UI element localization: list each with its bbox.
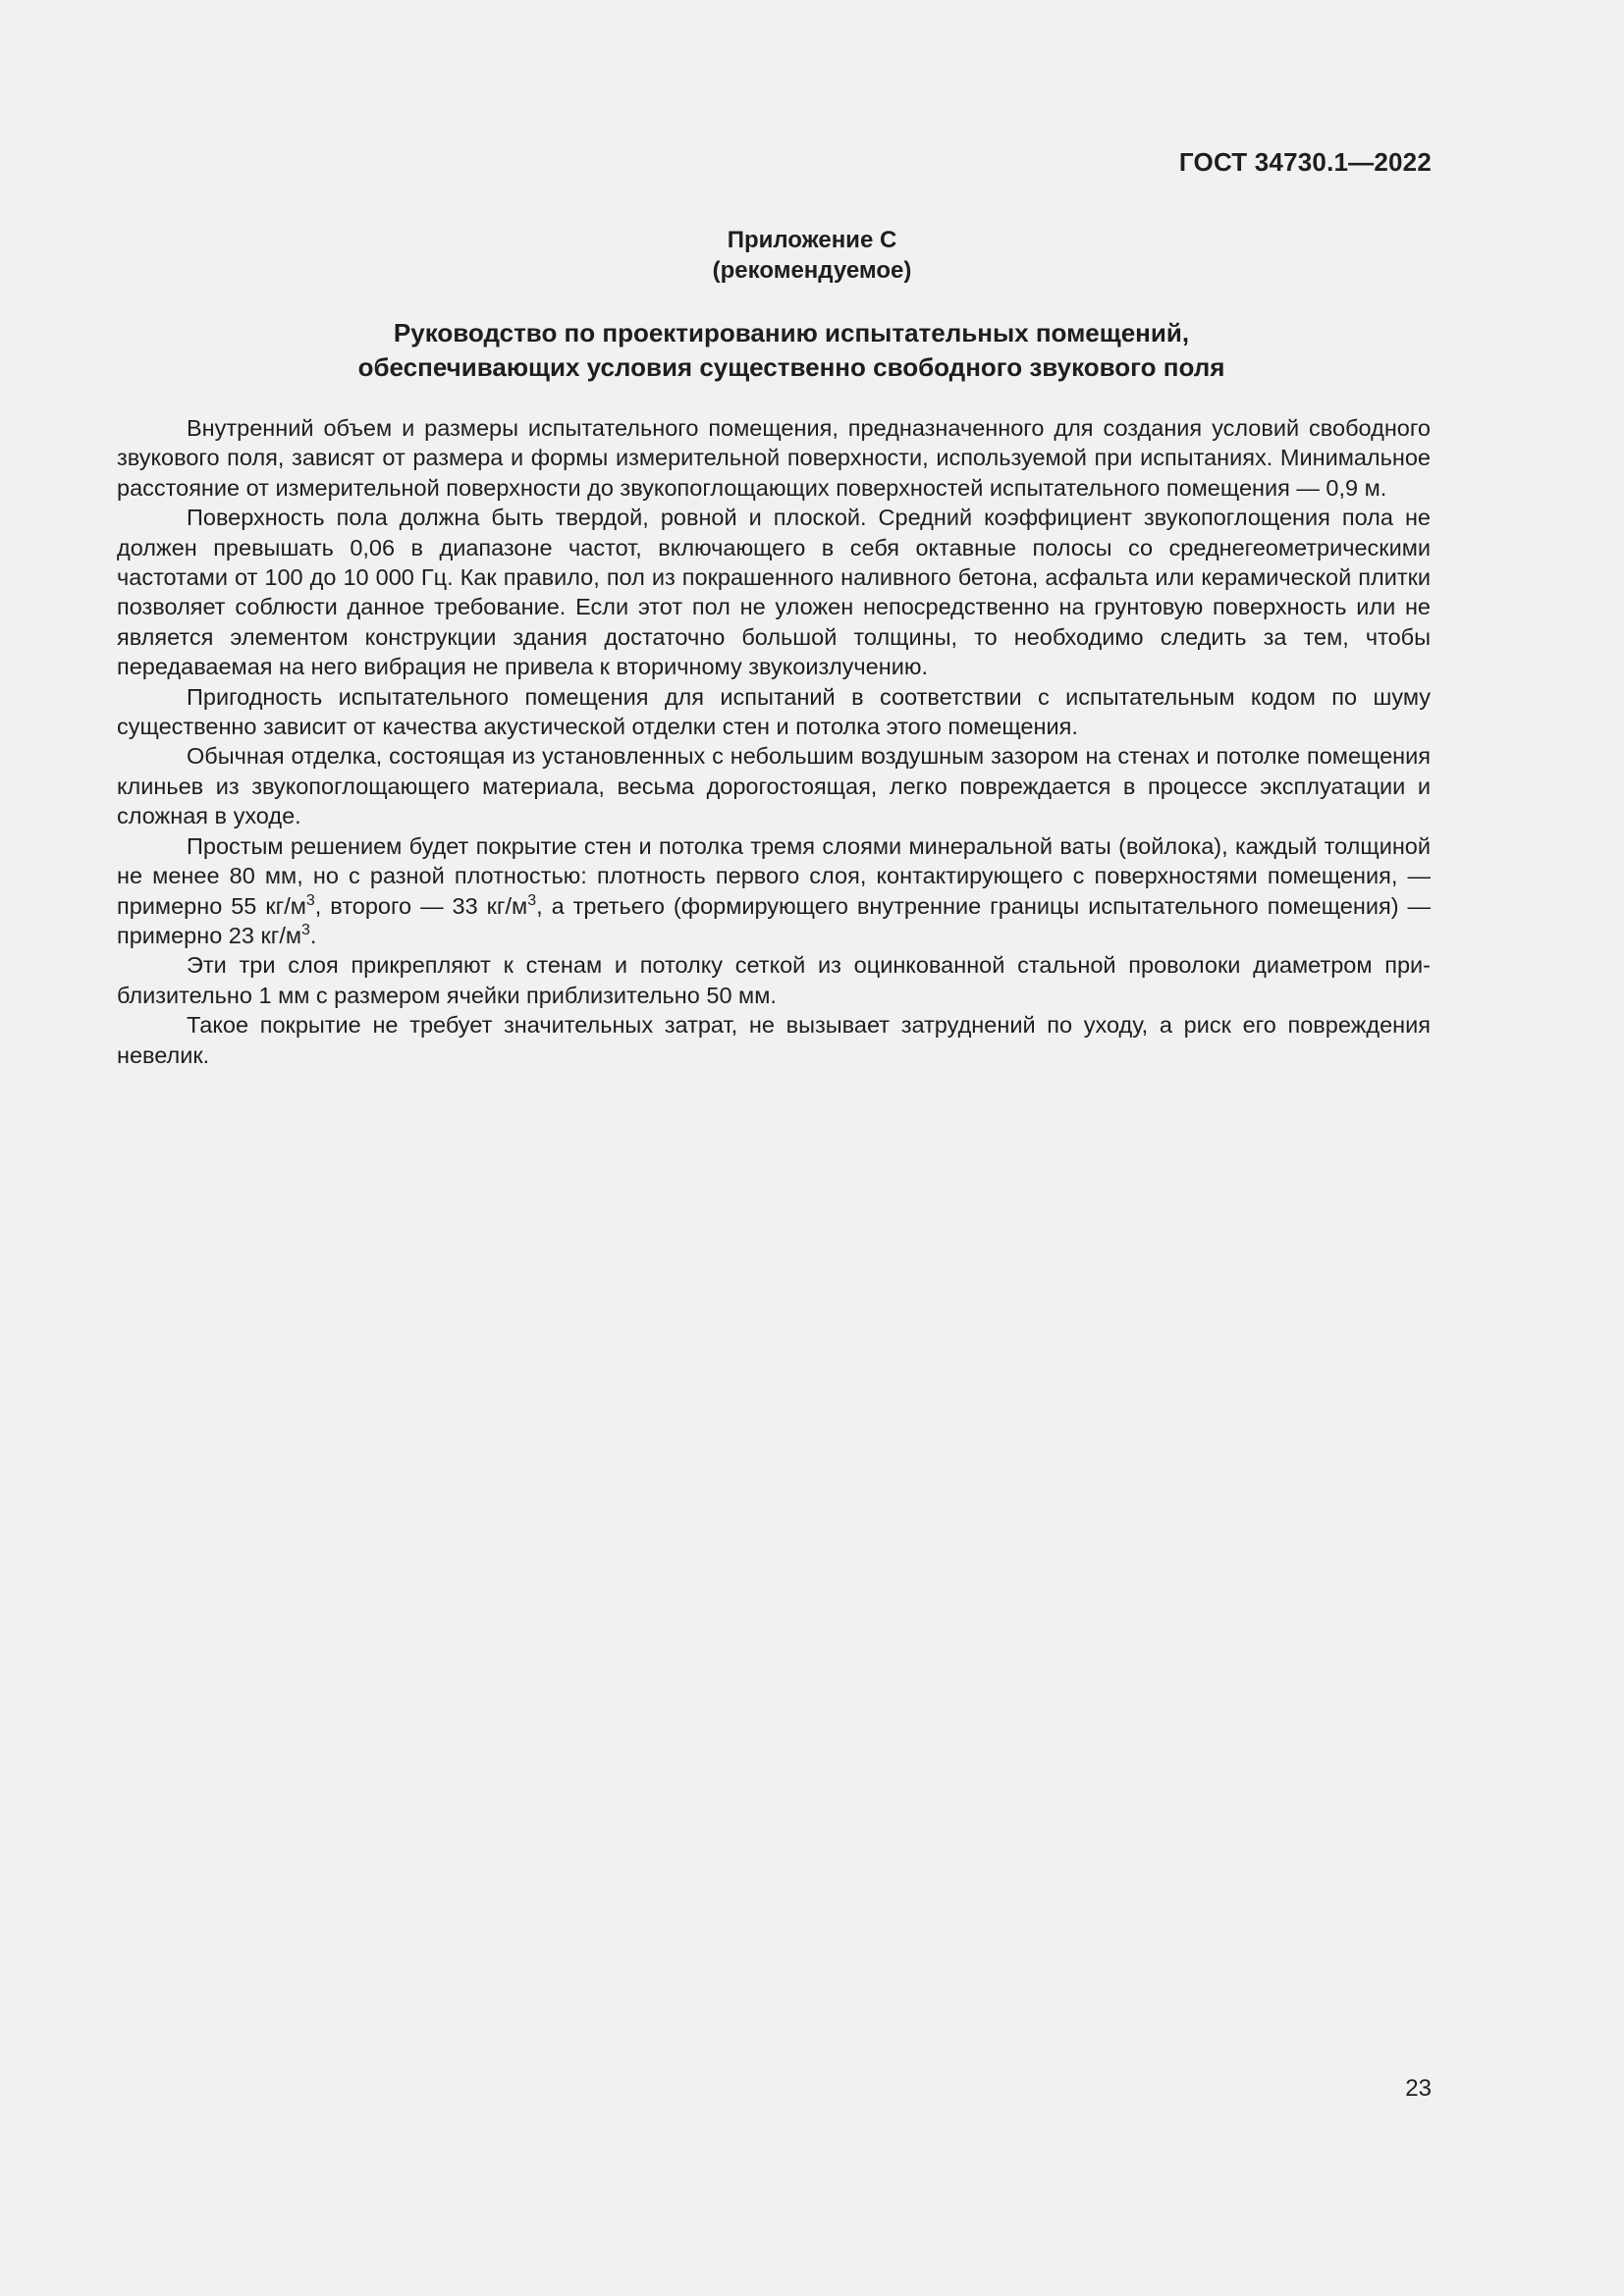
paragraph-1: Внутренний объем и размеры испытательного помещения, предназначенного для создания условий свободного звукового поля, зависят от размера и формы измерительной поверхности, используемой при испытаниях. Минимальное расстояние от измерительной поверхности до звукопоглощающих поверхностей испытательного помещения — 0,9 м. — [117, 415, 1431, 501]
paragraph-5-part-2: , второго — 33 кг/м — [314, 892, 528, 919]
paragraph-5 — [117, 831, 1431, 951]
paragraph-2: Поверхность пола должна быть твердой, ровной и плоской. Средний коэффициент звукопоглощения пола не должен превышать 0,06 в диапазоне частот, включающего в себя октавные полосы со среднегеометрическими частотами от 100 до 10 000 Гц. Как правило, пол из покрашенного наливного бетона, асфальта или керамической плитки позволяет соблюсти данное требование. Если этот пол не уложен непосредственно на грунтовую поверхность или не является элементом конструкции здания достаточно большой толщины, то необходимо следить за тем, чтобы передаваемая на него вибрация не привела к вторичному звукоизлучению. — [117, 505, 1431, 680]
paragraph-5-part-1: Простым решением будет покрытие стен и потолка тремя слоями минеральной ваты (войлока), каждый толщиной не менее 80 мм, но с разной плотностью: плотность первого слоя, контактирующего с поверхностями помещения, — примерно 55 кг/м — [117, 832, 1431, 919]
paragraph-4: Обычная отделка, состоящая из установленных с небольшим воздушным зазором на стенах и потолке помещения клиньев из звукопоглощающего материала, весьма дорогостоящая, легко повреждается в процессе эксплуатации и сложная в уходе. — [117, 743, 1431, 829]
paragraph-3: Пригодность испытательного помещения для испытаний в соответствии с испытательным кодом по шуму существенно зависит от качества акустической отделки стен и потолка этого помещения. — [117, 683, 1431, 740]
section-title-line-2: обеспечивающих условия существенно свободного звукового поля — [357, 352, 1225, 382]
section-title-line-1: Руководство по проектированию испытательных помещений, — [393, 318, 1190, 347]
appendix-status: (рекомендуемое) — [712, 257, 912, 284]
document-code: ГОСТ 34730.1—2022 — [1178, 147, 1432, 177]
appendix-label: Приложение С — [727, 227, 897, 253]
paragraph-6: Эти три слоя прикрепляют к стенам и потолку сеткой из оцинкованной стальной проволоки диаметром приблизительно 1 мм с размером ячейки приблизительно 50 мм. — [117, 952, 1431, 1008]
superscript-3: 3 — [527, 891, 537, 909]
appendix-heading — [0, 225, 1624, 286]
page-number: 23 — [1405, 2075, 1432, 2102]
superscript-3: 3 — [301, 921, 310, 938]
superscript-3: 3 — [305, 891, 315, 909]
paragraph-7: Такое покрытие не требует значительных затрат, не вызывает затруднений по уходу, а риск его повреждения невелик. — [117, 1012, 1431, 1068]
body-text — [117, 413, 1431, 1070]
paragraph-5-part-4: . — [309, 922, 317, 948]
section-title — [0, 316, 1583, 385]
paragraph-5-part-3: , а третьего (формирующего внутренние границы испытательного помещения) — примерно 23 кг/м — [117, 892, 1432, 948]
